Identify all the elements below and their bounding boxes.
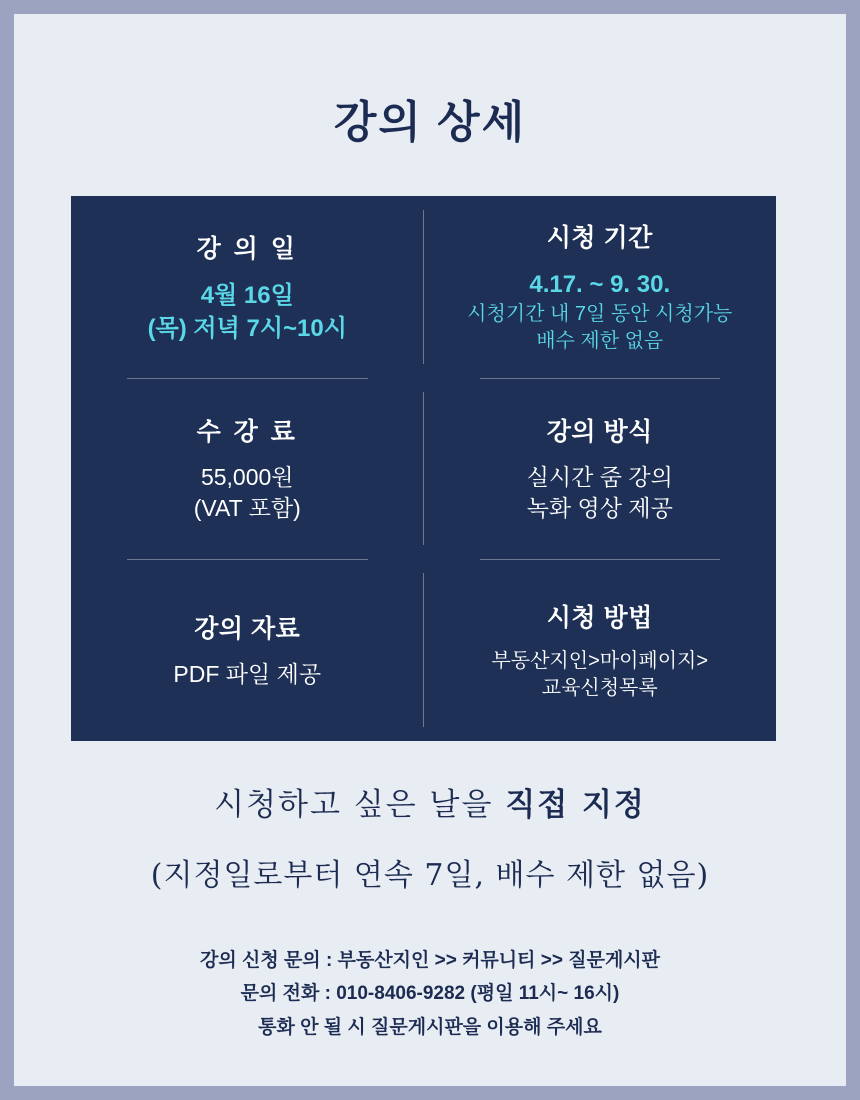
notice-line-1-prefix: 시청하고 싶은 날을 xyxy=(214,787,506,823)
detail-cell-tuition xyxy=(71,378,424,560)
detail-heading: 수 강 료 xyxy=(196,417,298,446)
detail-line: (목) 저녁 7시~10시 xyxy=(147,314,347,342)
poster-page xyxy=(14,14,846,1086)
details-grid xyxy=(71,196,776,741)
detail-line: 실시간 줌 강의 xyxy=(526,463,673,490)
contact-line-note: 통화 안 될 시 질문게시판을 이용해 주세요 xyxy=(258,1016,602,1038)
detail-body xyxy=(148,279,347,345)
detail-heading: 강의 방식 xyxy=(546,417,653,446)
detail-line: 부동산지인>마이페이지> xyxy=(491,649,709,672)
detail-subline: 시청기간 내 7일 동안 시청가능 xyxy=(467,302,733,325)
detail-line: PDF 파일 제공 xyxy=(173,661,322,688)
detail-heading: 강 의 일 xyxy=(196,234,298,263)
contact-line-inquiry: 강의 신청 문의 : 부동산지인 >> 커뮤니티 >> 질문게시판 xyxy=(199,950,661,971)
notice-line-1-strong: 직접 지정 xyxy=(505,787,646,823)
detail-heading: 시청 기간 xyxy=(546,223,653,252)
detail-cell-lecture-date xyxy=(71,196,424,378)
notice-block xyxy=(14,779,846,894)
details-card xyxy=(71,196,776,741)
detail-cell-lecture-format xyxy=(424,378,777,560)
detail-body xyxy=(491,648,708,703)
contact-line-phone: 문의 전화 : 010-8406-9282 (평일 11시~ 16시) xyxy=(240,983,620,1005)
detail-line: 교육신청목록 xyxy=(541,677,658,700)
detail-heading: 강의 자료 xyxy=(194,615,301,644)
detail-line: 녹화 영상 제공 xyxy=(526,495,673,522)
detail-cell-viewing-method xyxy=(424,559,777,741)
notice-line-2: (지정일로부터 연속 7일, 배수 제한 없음) xyxy=(150,858,710,893)
detail-line: 4월 16일 xyxy=(200,281,294,309)
detail-subline: 배수 제한 없음 xyxy=(536,330,664,353)
detail-body xyxy=(173,659,321,691)
detail-body xyxy=(527,462,673,525)
notice-line-1 xyxy=(14,779,846,824)
detail-heading: 시청 방법 xyxy=(546,603,653,632)
page-title: 강의 상세 xyxy=(333,98,527,147)
detail-line: 4.17. ~ 9. 30. xyxy=(529,270,671,298)
detail-body xyxy=(467,268,732,356)
detail-body xyxy=(194,462,301,525)
detail-cell-materials xyxy=(71,559,424,741)
contact-block xyxy=(14,944,846,1044)
detail-line: 55,000원 xyxy=(200,463,294,490)
detail-cell-viewing-period xyxy=(424,196,777,378)
detail-line: (VAT 포함) xyxy=(193,495,301,522)
